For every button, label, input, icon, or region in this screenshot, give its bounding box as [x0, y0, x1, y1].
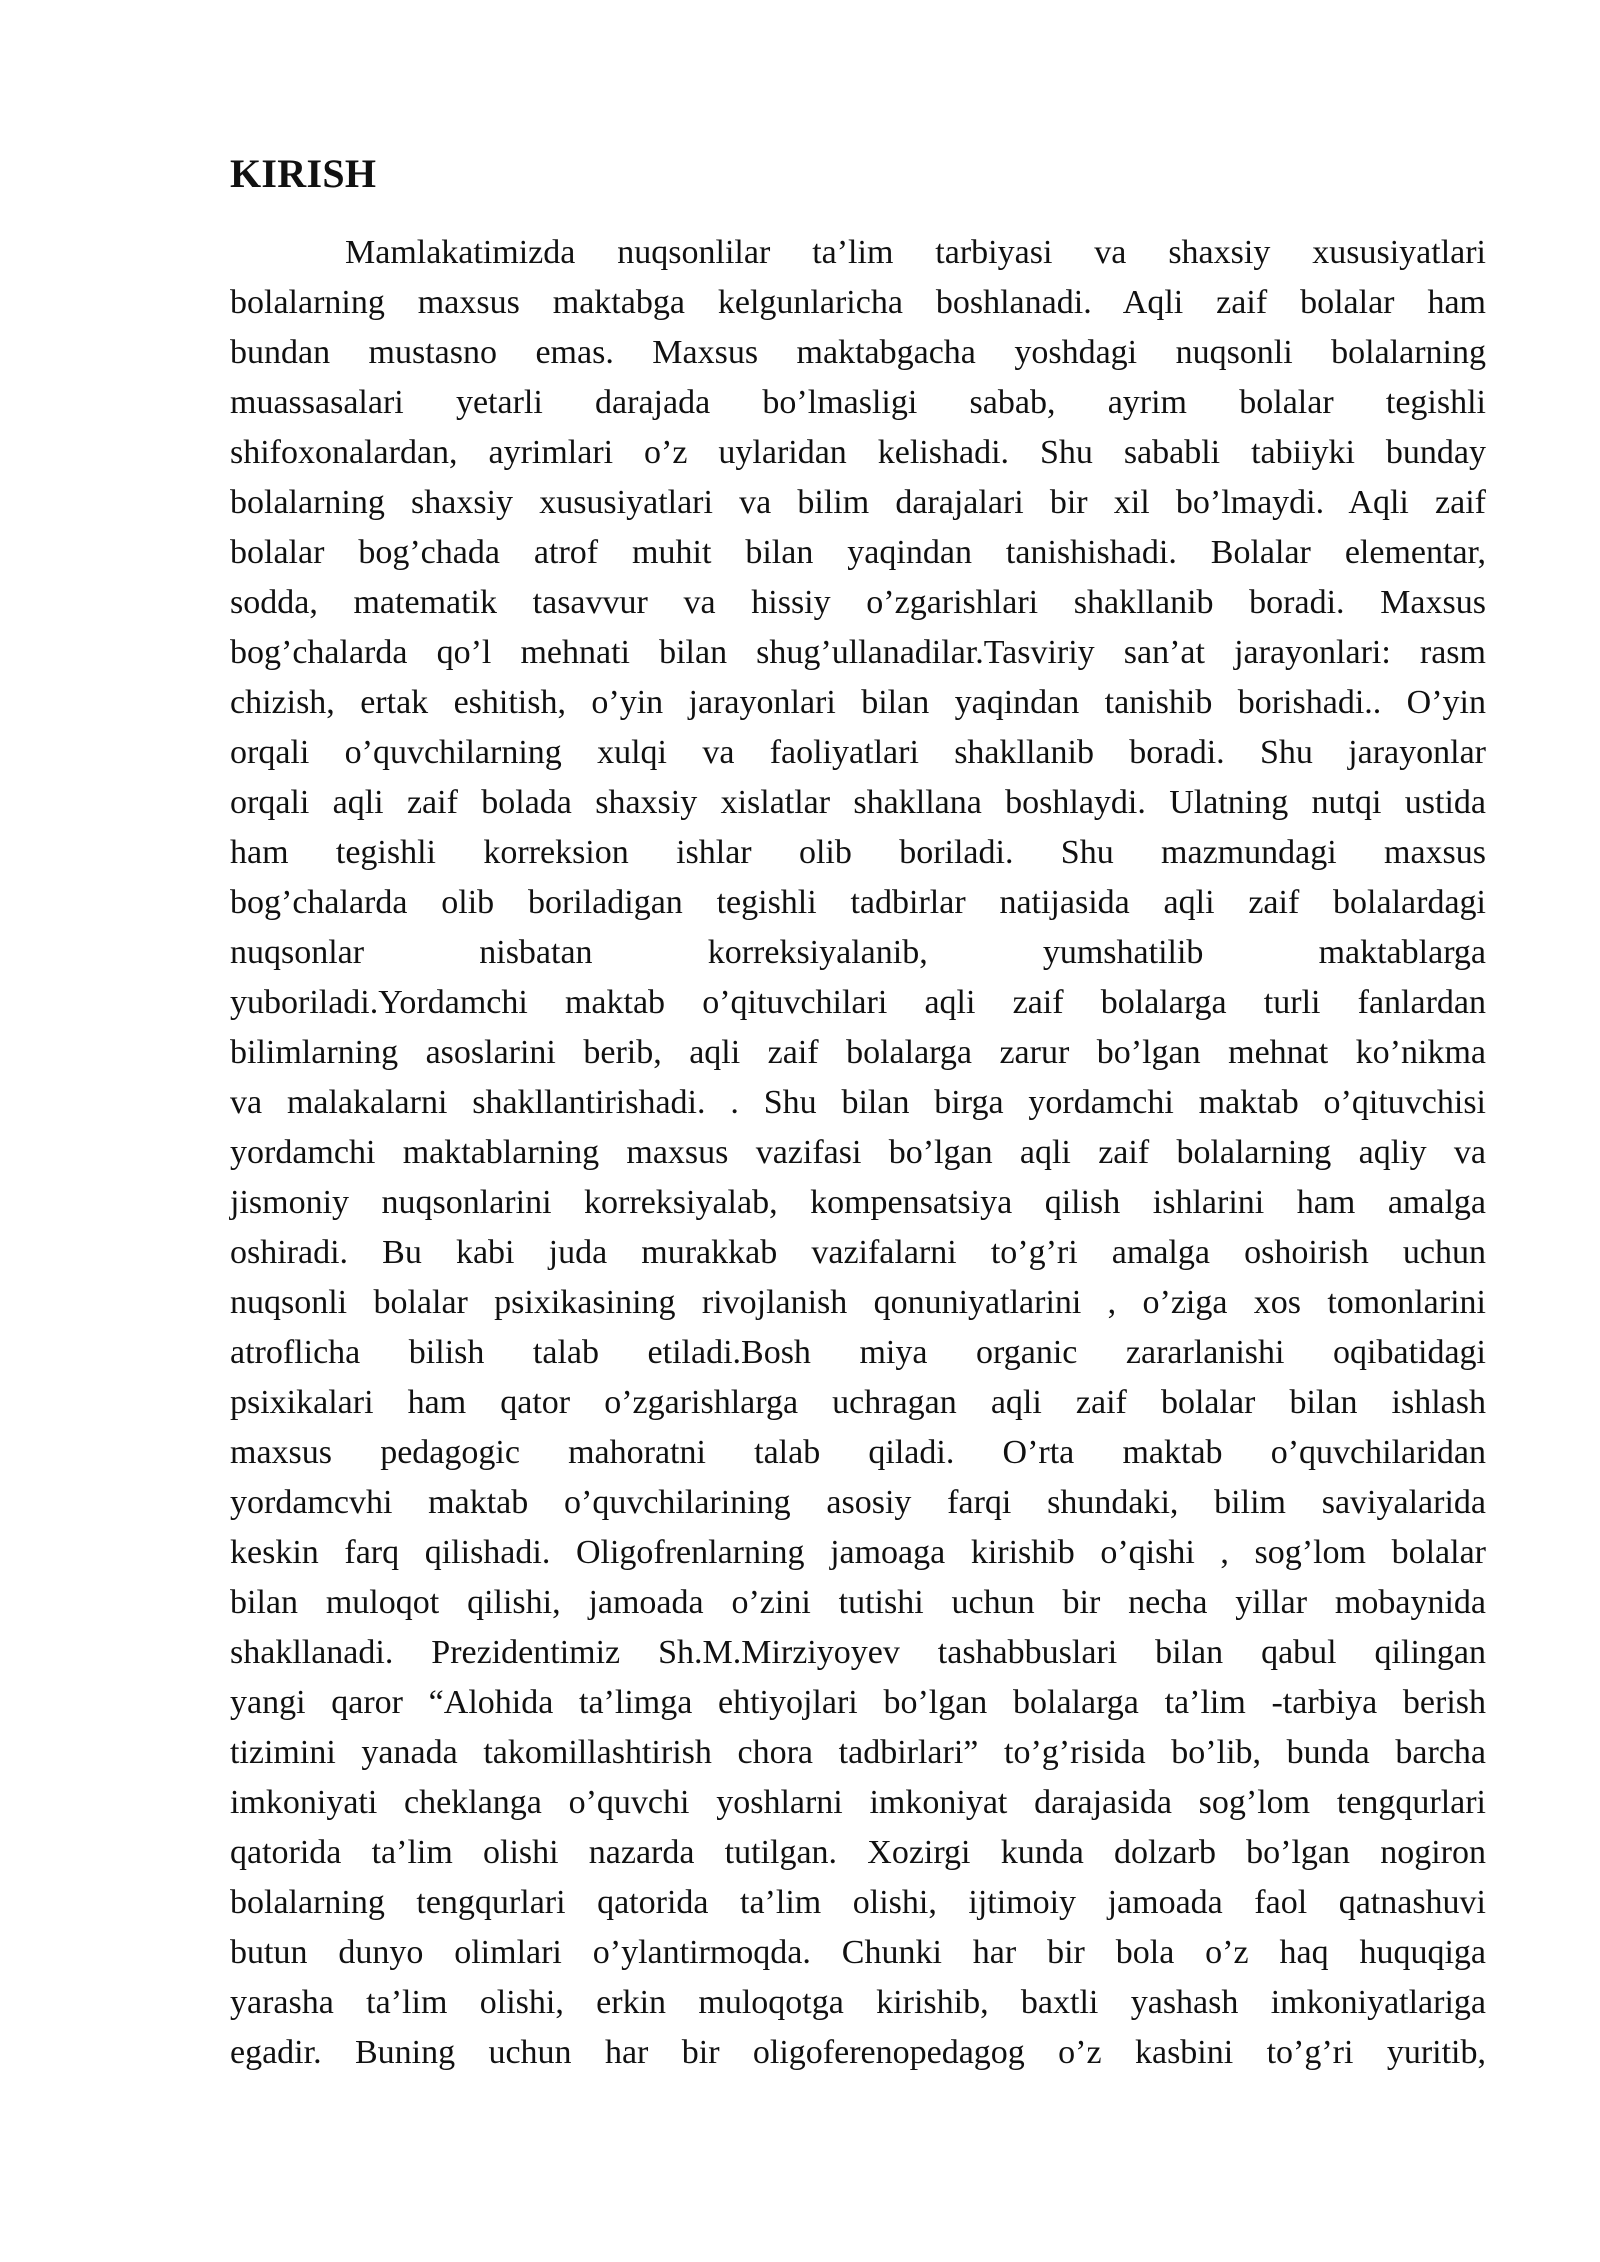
- paragraph-line: bolalarning tengqurlari qatorida ta’lim olishi, ijtimoiy jamoada faol qatnashuvi: [230, 1884, 1486, 1921]
- paragraph-line: nuqsonlar nisbatan korreksiyalanib, yumshatilib maktablarga: [230, 934, 1486, 971]
- paragraph-line: ham tegishli korreksion ishlar olib boriladi. Shu mazmundagi maxsus: [230, 834, 1486, 871]
- paragraph-line: bog’chalarda qo’l mehnati bilan shug’ullanadilar.Tasviriy san’at jarayonlari: rasm: [230, 634, 1486, 671]
- paragraph-line: orqali aqli zaif bolada shaxsiy xislatlar shakllana boshlaydi. Ulatning nutqi ustida: [230, 784, 1486, 821]
- paragraph-line: bolalarning maxsus maktabga kelgunlaricha boshlanadi. Aqli zaif bolalar ham: [230, 284, 1486, 321]
- paragraph-line: egadir. Buning uchun har bir oligoferenopedagog o’z kasbini to’g’ri yuritib,: [230, 2034, 1486, 2071]
- paragraph-line: bilan muloqot qilishi, jamoada o’zini tutishi uchun bir necha yillar mobaynida: [230, 1584, 1486, 1621]
- paragraph-line: bilimlarning asoslarini berib, aqli zaif bolalarga zarur bo’lgan mehnat ko’nikma: [230, 1034, 1486, 1071]
- paragraph-line: bolalarning shaxsiy xususiyatlari va bilim darajalari bir xil bo’lmaydi. Aqli zaif: [230, 484, 1486, 521]
- paragraph-line: bolalar bog’chada atrof muhit bilan yaqindan tanishishadi. Bolalar elementar,: [230, 534, 1486, 571]
- paragraph-line: sodda, matematik tasavvur va hissiy o’zgarishlari shakllanib boradi. Maxsus: [230, 584, 1486, 621]
- paragraph-line: nuqsonli bolalar psixikasining rivojlanish qonuniyatlarini , o’ziga xos tomonlarini: [230, 1284, 1486, 1321]
- paragraph-line: yuboriladi.Yordamchi maktab o’qituvchilari aqli zaif bolalarga turli fanlardan: [230, 984, 1486, 1021]
- document-heading: KIRISH: [230, 151, 377, 196]
- paragraph-line: shakllanadi. Prezidentimiz Sh.M.Mirziyoyev tashabbuslari bilan qabul qilingan: [230, 1634, 1486, 1671]
- paragraph-line: yordamcvhi maktab o’quvchilarining asosiy farqi shundaki, bilim saviyalarida: [230, 1484, 1486, 1521]
- paragraph-line: orqali o’quvchilarning xulqi va faoliyatlari shakllanib boradi. Shu jarayonlar: [230, 734, 1486, 771]
- paragraph-line: psixikalari ham qator o’zgarishlarga uchragan aqli zaif bolalar bilan ishlash: [230, 1384, 1486, 1421]
- paragraph-line: yordamchi maktablarning maxsus vazifasi bo’lgan aqli zaif bolalarning aqliy va: [230, 1134, 1486, 1171]
- paragraph-line: oshiradi. Bu kabi juda murakkab vazifalarni to’g’ri amalga oshoirish uchun: [230, 1234, 1486, 1271]
- paragraph-line: yarasha ta’lim olishi, erkin muloqotga kirishib, baxtli yashash imkoniyatlariga: [230, 1984, 1486, 2021]
- paragraph-line: chizish, ertak eshitish, o’yin jarayonlari bilan yaqindan tanishib borishadi.. O’yin: [230, 684, 1486, 721]
- paragraph-line: jismoniy nuqsonlarini korreksiyalab, kompensatsiya qilish ishlarini ham amalga: [230, 1184, 1486, 1221]
- body-paragraph: [230, 228, 1486, 2078]
- paragraph-line: Mamlakatimizda nuqsonlilar ta’lim tarbiyasi va shaxsiy xususiyatlari: [345, 234, 1486, 271]
- paragraph-line: atroflicha bilish talab etiladi.Bosh miya organic zararlanishi oqibatidagi: [230, 1334, 1486, 1371]
- paragraph-line: yangi qaror “Alohida ta’limga ehtiyojlari bo’lgan bolalarga ta’lim -tarbiya berish: [230, 1684, 1486, 1721]
- paragraph-line: tizimini yanada takomillashtirish chora tadbirlari” to’g’risida bo’lib, bunda barcha: [230, 1734, 1486, 1771]
- paragraph-line: butun dunyo olimlari o’ylantirmoqda. Chunki har bir bola o’z haq huquqiga: [230, 1934, 1486, 1971]
- paragraph-line: shifoxonalardan, ayrimlari o’z uylaridan kelishadi. Shu sababli tabiiyki bunday: [230, 434, 1486, 471]
- paragraph-line: va malakalarni shakllantirishadi. . Shu bilan birga yordamchi maktab o’qituvchisi: [230, 1084, 1486, 1121]
- paragraph-line: muassasalari yetarli darajada bo’lmasligi sabab, ayrim bolalar tegishli: [230, 384, 1486, 421]
- paragraph-line: imkoniyati cheklanga o’quvchi yoshlarni imkoniyat darajasida sog’lom tengqurlari: [230, 1784, 1486, 1821]
- paragraph-line: bog’chalarda olib boriladigan tegishli tadbirlar natijasida aqli zaif bolalardagi: [230, 884, 1486, 921]
- paragraph-line: keskin farq qilishadi. Oligofrenlarning jamoaga kirishib o’qishi , sog’lom bolalar: [230, 1534, 1486, 1571]
- paragraph-line: qatorida ta’lim olishi nazarda tutilgan. Xozirgi kunda dolzarb bo’lgan nogiron: [230, 1834, 1486, 1871]
- paragraph-line: bundan mustasno emas. Maxsus maktabgacha yoshdagi nuqsonli bolalarning: [230, 334, 1486, 371]
- paragraph-line: maxsus pedagogic mahoratni talab qiladi. O’rta maktab o’quvchilaridan: [230, 1434, 1486, 1471]
